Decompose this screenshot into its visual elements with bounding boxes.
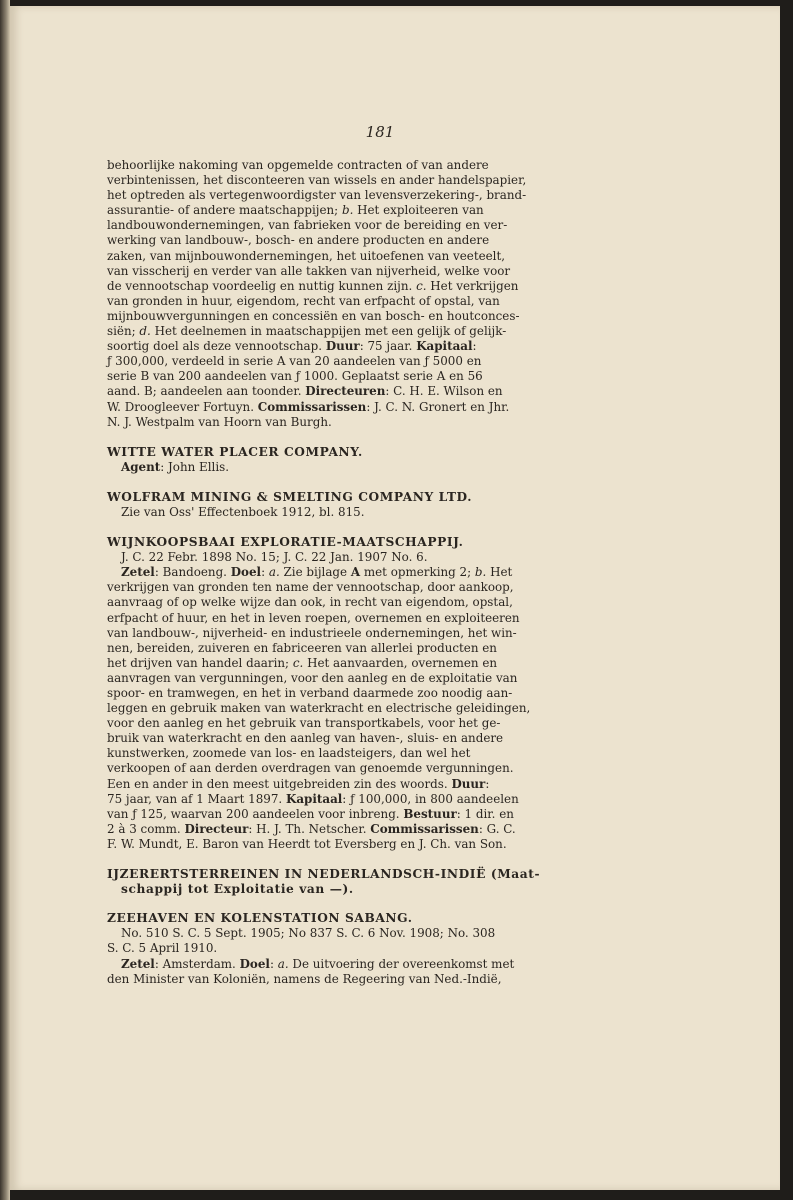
entry-heading: IJZERERTSTERREINEN IN NEDERLANDSCH-INDIË (Maat-: [107, 867, 541, 882]
entry-wijnkoopsbaai: [107, 535, 632, 852]
spacer: [107, 430, 632, 445]
text-line: Zie van Oss' Effectenboek 1912, bl. 815.: [121, 504, 365, 519]
text-line: van landbouw-, nijverheid- en industrieele ondernemingen, het win-: [107, 625, 517, 640]
text-line: erfpacht of huur, en het in leven roepen, overnemen en exploiteeren: [107, 610, 520, 625]
text-line: zaken, van mijnbouwondernemingen, het uitoefenen van veeteelt,: [107, 248, 506, 263]
text-line: S. C. 5 April 1910.: [107, 941, 218, 956]
entry-heading: WOLFRAM MINING & SMELTING COMPANY LTD.: [107, 489, 473, 504]
text-line: kunstwerken, zoomede van los- en laadsteigers, dan wel het: [107, 746, 471, 761]
text-line: spoor- en tramwegen, en het in verband daarmede zoo noodig aan-: [107, 686, 513, 700]
text-line: werking van landbouw-, bosch- en andere producten en andere: [107, 233, 490, 248]
entry-ijzererts: [107, 867, 632, 897]
text-line: soortig doel als deze vennootschap. Duur: 75 jaar. Kapitaal:: [107, 339, 477, 354]
page-number: 181: [365, 123, 395, 141]
entry-wolfram: [107, 490, 632, 520]
text-line: serie B van 200 aandeelen van ƒ 1000. Geplaatst serie A en 56: [107, 369, 483, 384]
text-line: ƒ 300,000, verdeeld in serie A van 20 aandeelen van ƒ 5000 en: [107, 354, 482, 369]
spacer: [107, 520, 632, 535]
text-line: siën; d. Het deelnemen in maatschappijen met een gelijk of gelijk-: [107, 324, 507, 339]
text-line: landbouwondernemingen, van fabrieken voor de bereiding en ver-: [107, 218, 508, 233]
spacer: [107, 475, 632, 490]
text-line: van visscherij en verder van alle takken van nijverheid, welke voor: [107, 263, 511, 278]
text-line: aand. B; aandeelen aan toonder. Directeuren: C. H. E. Wilson en: [107, 384, 503, 399]
text-line: het optreden als vertegenwoordigster van levensverzekering-, brand-: [107, 188, 527, 203]
text-line: aanvraag of op welke wijze dan ook, in recht van eigendom, opstal,: [107, 595, 513, 610]
text-line: het drijven van handel daarin; c. Het aanvaarden, overnemen en: [107, 655, 498, 670]
text-line: F. W. Mundt, E. Baron van Heerdt tot Eversberg en J. Ch. van Son.: [107, 836, 507, 851]
text-line: voor den aanleg en het gebruik van transportkabels, voor het ge-: [107, 716, 501, 731]
text-line: J. C. 22 Febr. 1898 No. 15; J. C. 22 Jan. 1907 No. 6.: [121, 550, 428, 565]
text-line: van ƒ 125, waarvan 200 aandeelen voor inbreng. Bestuur: 1 dir. en: [107, 806, 514, 821]
entry-zeehaven: [107, 911, 632, 986]
text-line: mijnbouwvergunningen en concessiën en van bosch- en houtconces-: [107, 308, 520, 323]
text-line: bruik van waterkracht en den aanleg van haven-, sluis- en andere: [107, 731, 504, 746]
continued-entry: [107, 158, 632, 430]
text-line: verkoopen of aan derden overdragen van genoemde vergunningen.: [107, 761, 514, 776]
spacer: [107, 897, 632, 911]
book-spine: [0, 0, 10, 1200]
text-line: Zetel: Amsterdam. Doel: a. De uitvoering der overeenkomst met: [121, 956, 515, 971]
entry-heading: ZEEHAVEN EN KOLENSTATION SABANG.: [107, 911, 413, 926]
page-body: [107, 158, 632, 987]
text-line: van gronden in huur, eigendom, recht van erfpacht of opstal, van: [107, 293, 500, 308]
entry-witte-water: [107, 445, 632, 475]
text-line: verkrijgen van gronden ten name der vennootschap, door aankoop,: [107, 580, 514, 595]
text-line: behoorlijke nakoming van opgemelde contracten of van andere: [107, 158, 489, 172]
text-line: Een en ander in den meest uitgebreiden zin des woords. Duur:: [107, 776, 490, 791]
text-line: nen, bereiden, zuiveren en fabriceeren van allerlei producten en: [107, 640, 497, 655]
entry-heading-continued: schappij tot Exploitatie van —).: [121, 882, 354, 897]
text-line: 75 jaar, van af 1 Maart 1897. Kapitaal: ƒ 100,000, in 800 aandeelen: [107, 791, 519, 806]
entry-heading: WIJNKOOPSBAAI EXPLORATIE-MAATSCHAPPIJ.: [107, 535, 464, 550]
text-line: W. Droogleever Fortuyn. Commissarissen: J. C. N. Gronert en Jhr.: [107, 399, 510, 414]
text-line: de vennootschap voordeelig en nuttig kunnen zijn. c. Het verkrijgen: [107, 278, 519, 293]
text-line: den Minister van Koloniën, namens de Regeering van Ned.-Indië,: [107, 971, 502, 986]
entry-heading: WITTE WATER PLACER COMPANY.: [107, 444, 363, 459]
text-line: N. J. Westpalm van Hoorn van Burgh.: [107, 414, 332, 429]
text-line: 2 à 3 comm. Directeur: H. J. Th. Netscher. Commissarissen: G. C.: [107, 821, 516, 836]
text-line: aanvragen van vergunningen, voor den aanleg en de exploitatie van: [107, 670, 518, 685]
text-line: assurantie- of andere maatschappijen; b. Het exploiteeren van: [107, 203, 484, 218]
spacer: [107, 852, 632, 867]
text-line: verbintenissen, het disconteeren van wissels en ander handelspapier,: [107, 173, 527, 188]
text-line: Zetel: Bandoeng. Doel: a. Zie bijlage A met opmerking 2; b. Het: [121, 565, 513, 580]
text-line: leggen en gebruik maken van waterkracht en electrische geleidingen,: [107, 701, 531, 716]
text-line: Agent: John Ellis.: [121, 459, 230, 474]
text-line: No. 510 S. C. 5 Sept. 1905; No 837 S. C. 6 Nov. 1908; No. 308: [121, 926, 496, 941]
